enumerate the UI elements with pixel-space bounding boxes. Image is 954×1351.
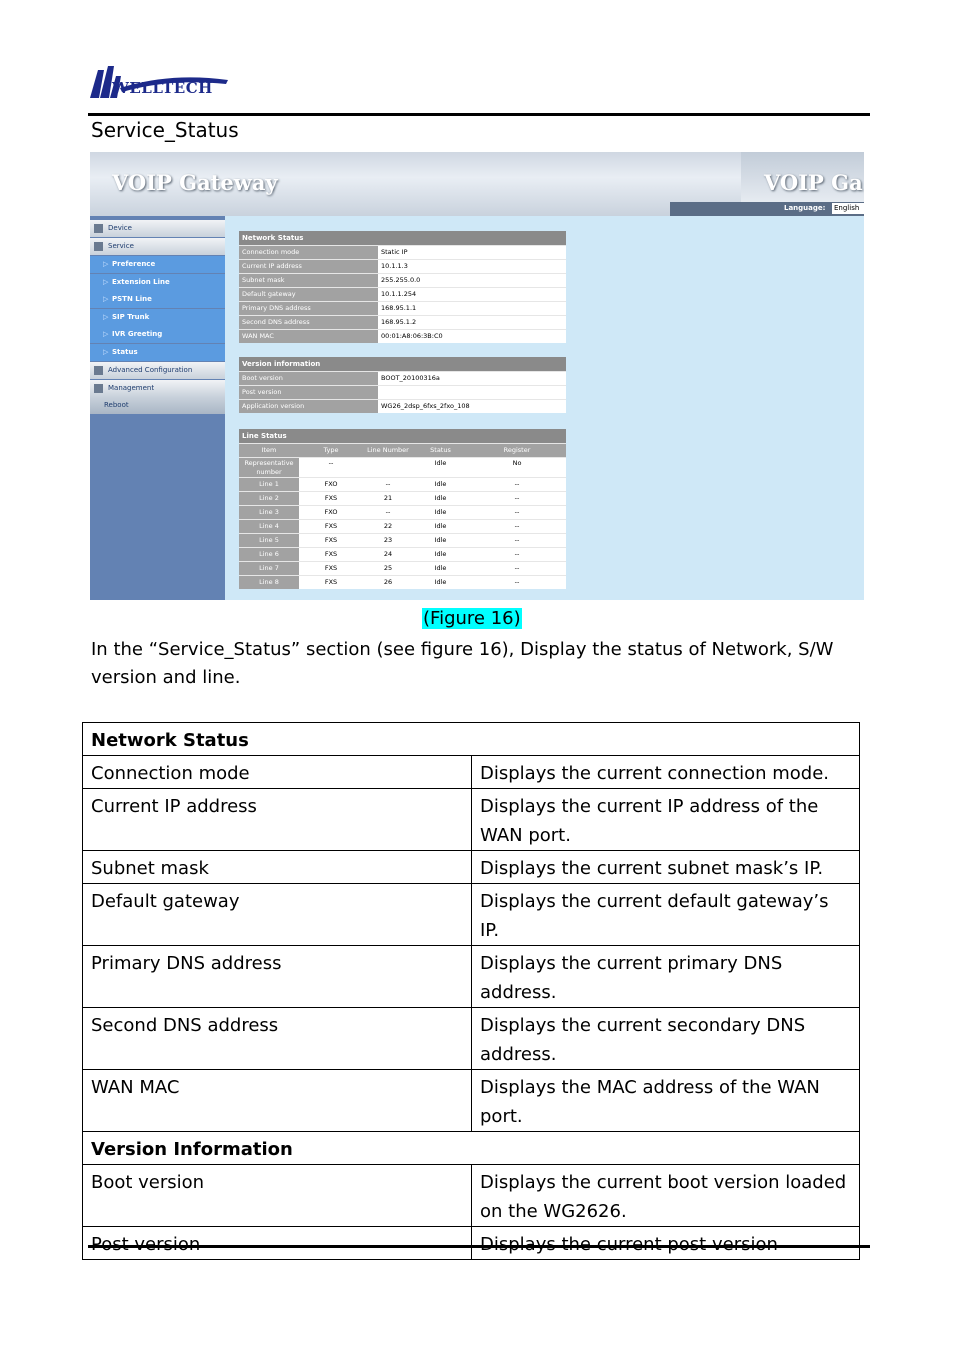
line-cell: --	[299, 457, 363, 477]
sidebar-item[interactable]	[90, 362, 225, 379]
sidebar-item[interactable]	[90, 274, 225, 291]
sidebar-item-label: Management	[108, 384, 155, 392]
arrow-icon: ▷	[103, 313, 109, 321]
version-info-title: Version information	[239, 357, 566, 371]
field-name: WAN MAC	[83, 1070, 472, 1132]
sidebar-item-label: Advanced Configuration	[108, 366, 193, 374]
arrow-icon: ▷	[103, 330, 109, 338]
line-cell: FXS	[299, 533, 363, 547]
banner-title: VOIP Gateway	[112, 170, 278, 195]
section-title: Service_Status	[91, 118, 239, 142]
sidebar-item[interactable]	[90, 256, 225, 273]
status-value: 10.1.1.254	[378, 288, 566, 301]
status-value: 255.255.0.0	[378, 274, 566, 287]
folder-icon	[94, 384, 103, 393]
line-status-title: Line Status	[239, 429, 566, 443]
line-status-panel	[239, 429, 566, 589]
status-key: Boot version	[239, 372, 378, 385]
language-select[interactable]: English	[832, 203, 864, 214]
field-description: Displays the current IP address of the WAN port.	[472, 789, 860, 851]
folder-icon	[94, 242, 103, 251]
status-row	[239, 385, 566, 399]
language-label: Language:	[784, 204, 826, 212]
status-value: 168.95.1.1	[378, 302, 566, 315]
line-item-label: Line 3	[239, 505, 299, 519]
line-cell: --	[468, 533, 566, 547]
arrow-icon: ▷	[103, 278, 109, 286]
sidebar-item-label: SIP Trunk	[112, 313, 150, 321]
brand-name: WELLTECH	[112, 79, 213, 97]
line-cell: Idle	[413, 519, 468, 533]
line-cell: Idle	[413, 547, 468, 561]
gateway-screenshot	[90, 152, 864, 600]
sidebar-item-label: Extension Line	[112, 278, 170, 286]
line-item-label: Line 4	[239, 519, 299, 533]
sidebar-item-label: PSTN Line	[112, 295, 152, 303]
table-row	[83, 884, 860, 946]
table-row	[83, 789, 860, 851]
field-description: Displays the current secondary DNS address.	[472, 1008, 860, 1070]
sidebar-item[interactable]	[90, 380, 225, 397]
status-key: Application version	[239, 400, 378, 413]
field-name: Second DNS address	[83, 1008, 472, 1070]
table-row	[83, 1132, 860, 1165]
sidebar-item[interactable]	[90, 397, 225, 414]
sidebar-item-label: Preference	[112, 260, 156, 268]
status-value: Static IP	[378, 246, 566, 259]
line-item-label: Line 6	[239, 547, 299, 561]
line-cell: --	[363, 477, 413, 491]
line-column-header: Status	[413, 443, 468, 457]
status-row	[239, 371, 566, 385]
sidebar-item-label: IVR Greeting	[112, 330, 163, 338]
sidebar-item-label: Reboot	[104, 401, 129, 409]
line-cell: Idle	[413, 575, 468, 589]
status-key: Subnet mask	[239, 274, 378, 287]
line-cell: 26	[363, 575, 413, 589]
status-row	[239, 301, 566, 315]
line-cell: FXS	[299, 491, 363, 505]
field-name: Current IP address	[83, 789, 472, 851]
field-name: Primary DNS address	[83, 946, 472, 1008]
line-item-label: Line 8	[239, 575, 299, 589]
header-rule	[88, 113, 870, 116]
field-name: Boot version	[83, 1165, 472, 1227]
folder-icon	[94, 366, 103, 375]
arrow-icon: ▷	[103, 295, 109, 303]
table-row	[83, 1008, 860, 1070]
line-item-label: Line 7	[239, 561, 299, 575]
arrow-icon: ▷	[103, 348, 109, 356]
status-value: BOOT_20100316a	[378, 372, 566, 385]
line-cell: 25	[363, 561, 413, 575]
status-value: WG26_2dsp_6fxs_2fxo_108	[378, 400, 566, 413]
table-row	[83, 946, 860, 1008]
table-row	[83, 1070, 860, 1132]
field-description: Displays the MAC address of the WAN port.	[472, 1070, 860, 1132]
line-column-header: Register	[468, 443, 566, 457]
folder-icon	[94, 224, 103, 233]
sidebar-item[interactable]	[90, 326, 225, 343]
status-key: Second DNS address	[239, 316, 378, 329]
line-cell: --	[468, 547, 566, 561]
status-value: 00:01:A8:06:3B:C0	[378, 330, 566, 343]
sidebar-item[interactable]	[90, 238, 225, 255]
field-description: Displays the current boot version loaded on the WG2626.	[472, 1165, 860, 1227]
line-cell: --	[468, 561, 566, 575]
status-key: Primary DNS address	[239, 302, 378, 315]
line-cell: Idle	[413, 491, 468, 505]
sidebar-item-label: Service	[108, 242, 134, 250]
table-section-header: Network Status	[83, 723, 860, 756]
line-column-header: Item	[239, 443, 299, 457]
sidebar-item[interactable]	[90, 309, 225, 326]
table-row	[83, 756, 860, 789]
field-name: Default gateway	[83, 884, 472, 946]
line-cell: Idle	[413, 561, 468, 575]
line-cell: Idle	[413, 457, 468, 477]
field-description: Displays the current connection mode.	[472, 756, 860, 789]
line-status-grid	[239, 443, 566, 589]
status-value: 168.95.1.2	[378, 316, 566, 329]
status-row	[239, 273, 566, 287]
status-value	[378, 386, 566, 399]
line-cell: --	[468, 519, 566, 533]
status-row	[239, 315, 566, 329]
sidebar	[90, 216, 225, 600]
line-cell: 22	[363, 519, 413, 533]
sidebar-item[interactable]	[90, 220, 225, 237]
network-status-panel	[239, 231, 566, 343]
status-value: 10.1.1.3	[378, 260, 566, 273]
status-row	[239, 259, 566, 273]
field-description	[472, 1227, 860, 1260]
version-info-panel	[239, 357, 566, 413]
footer-rule	[88, 1245, 870, 1248]
sidebar-item[interactable]	[90, 291, 225, 308]
arrow-icon: ▷	[103, 260, 109, 268]
line-item-label: Line 2	[239, 491, 299, 505]
line-cell: Idle	[413, 533, 468, 547]
table-row	[83, 723, 860, 756]
banner-title-clipped: VOIP Ga	[764, 170, 863, 195]
sidebar-item-label: Device	[108, 224, 132, 232]
line-cell: Idle	[413, 477, 468, 491]
network-status-title: Network Status	[239, 231, 566, 245]
line-column-header: Type	[299, 443, 363, 457]
line-cell: 21	[363, 491, 413, 505]
status-key: Current IP address	[239, 260, 378, 273]
line-cell: --	[468, 491, 566, 505]
status-row	[239, 245, 566, 259]
status-key: Default gateway	[239, 288, 378, 301]
line-cell: FXS	[299, 575, 363, 589]
line-item-label: Representative number	[239, 457, 299, 477]
description-paragraph: In the “Service_Status” section (see figure 16), Display the status of Network, S/W version and line.	[91, 639, 834, 688]
line-cell: FXO	[299, 477, 363, 491]
line-cell: --	[363, 505, 413, 519]
status-row	[239, 287, 566, 301]
line-cell: 23	[363, 533, 413, 547]
line-cell	[363, 457, 413, 477]
line-cell: FXS	[299, 561, 363, 575]
table-section-header: Version Information	[83, 1132, 860, 1165]
field-name	[83, 1227, 472, 1260]
field-name: Subnet mask	[83, 851, 472, 884]
line-cell: No	[468, 457, 566, 477]
table-row	[83, 1227, 860, 1260]
sidebar-item[interactable]	[90, 344, 225, 361]
line-cell: 24	[363, 547, 413, 561]
status-key: WAN MAC	[239, 330, 378, 343]
line-column-header: Line Number	[363, 443, 413, 457]
status-key: Post version	[239, 386, 378, 399]
status-row	[239, 399, 566, 413]
line-cell: --	[468, 505, 566, 519]
table-row	[83, 1165, 860, 1227]
line-cell: Idle	[413, 505, 468, 519]
field-description: Displays the current primary DNS address.	[472, 946, 860, 1008]
field-description: Displays the current subnet mask’s IP.	[472, 851, 860, 884]
field-name: Connection mode	[83, 756, 472, 789]
line-cell: FXS	[299, 519, 363, 533]
field-description-table	[82, 722, 860, 1260]
line-cell: --	[468, 575, 566, 589]
status-key: Connection mode	[239, 246, 378, 259]
figure-caption: (Figure 16)	[423, 608, 521, 629]
table-row	[83, 851, 860, 884]
line-cell: --	[468, 477, 566, 491]
line-item-label: Line 5	[239, 533, 299, 547]
line-cell: FXO	[299, 505, 363, 519]
sidebar-item-label: Status	[112, 348, 138, 356]
status-row	[239, 329, 566, 343]
line-cell: FXS	[299, 547, 363, 561]
line-item-label: Line 1	[239, 477, 299, 491]
field-description: Displays the current default gateway’s IP.	[472, 884, 860, 946]
